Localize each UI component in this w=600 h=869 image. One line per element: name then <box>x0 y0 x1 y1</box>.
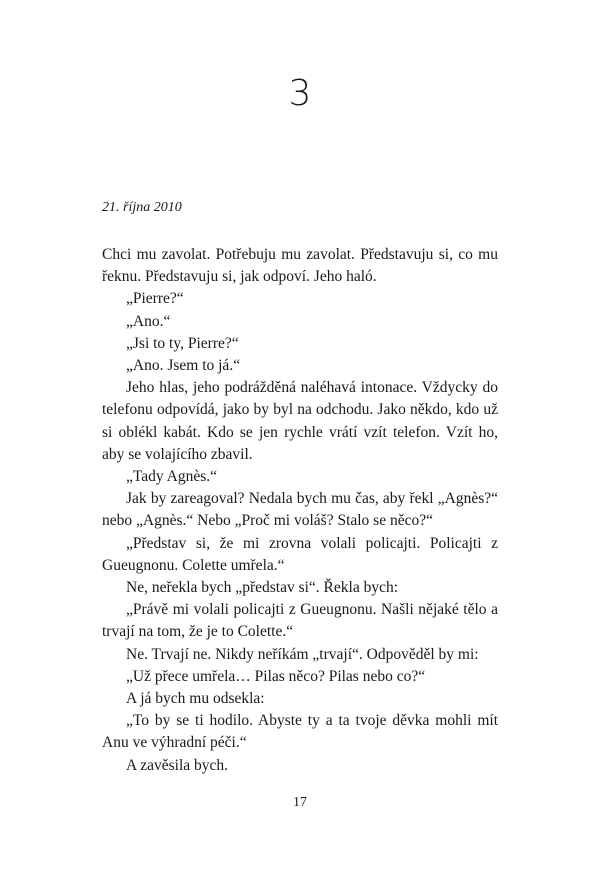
paragraph: „To by se ti hodilo. Abyste ty a ta tvoje děvka mohli mít Anu ve výhradní péči.“ <box>102 712 498 752</box>
page-number: 17 <box>293 795 307 810</box>
paragraph: „Tady Agnès.“ <box>126 468 218 486</box>
chapter-date: 21. října 2010 <box>102 200 182 215</box>
paragraph: Jak by zareagoval? Nedala bych mu čas, aby řekl „Agnès?“ nebo „Agnès.“ Nebo „Proč mi voláš? Stalo se něco?“ <box>102 490 498 530</box>
paragraph: Jeho hlas, jeho podrážděná naléhavá intonace. Vždycky do telefonu odpovídá, jako by byl na odchodu. Jako někdo, kdo už si oblékl kabát. Kdo se jen rychle vrátí vzít telefon. Vzít ho, aby se volajícího zbavil. <box>102 379 498 463</box>
body-text <box>102 244 498 777</box>
paragraph: Ne, neřekla bych „představ si“. Řekla bych: <box>126 579 399 597</box>
paragraph: Ne. Trvají ne. Nikdy neříkám „trvají“. Odpověděl by mi: <box>126 645 479 663</box>
paragraph: „Právě mi volali policajti z Gueugnonu. Našli nějaké tělo a trvají na tom, že je to Colette.“ <box>102 601 498 641</box>
paragraph: A já bych mu odsekla: <box>126 690 265 708</box>
chapter-number: 3 <box>288 73 312 114</box>
paragraph: „Už přece umřela… Pilas něco? Pilas nebo co?“ <box>126 667 426 685</box>
paragraph: Chci mu zavolat. Potřebuju mu zavolat. Představuju si, co mu řeknu. Představuju si, jak odpoví. Jeho haló. <box>102 246 498 286</box>
paragraph: A zavěsila bych. <box>126 756 229 774</box>
paragraph: „Jsi to ty, Pierre?“ <box>126 334 239 352</box>
paragraph: „Ano. Jsem to já.“ <box>126 357 241 375</box>
paragraph: „Pierre?“ <box>126 290 184 308</box>
paragraph: „Ano.“ <box>126 312 171 330</box>
paragraph: „Představ si, že mi zrovna volali policajti. Policajti z Gueugnonu. Colette umřela.“ <box>102 534 498 574</box>
